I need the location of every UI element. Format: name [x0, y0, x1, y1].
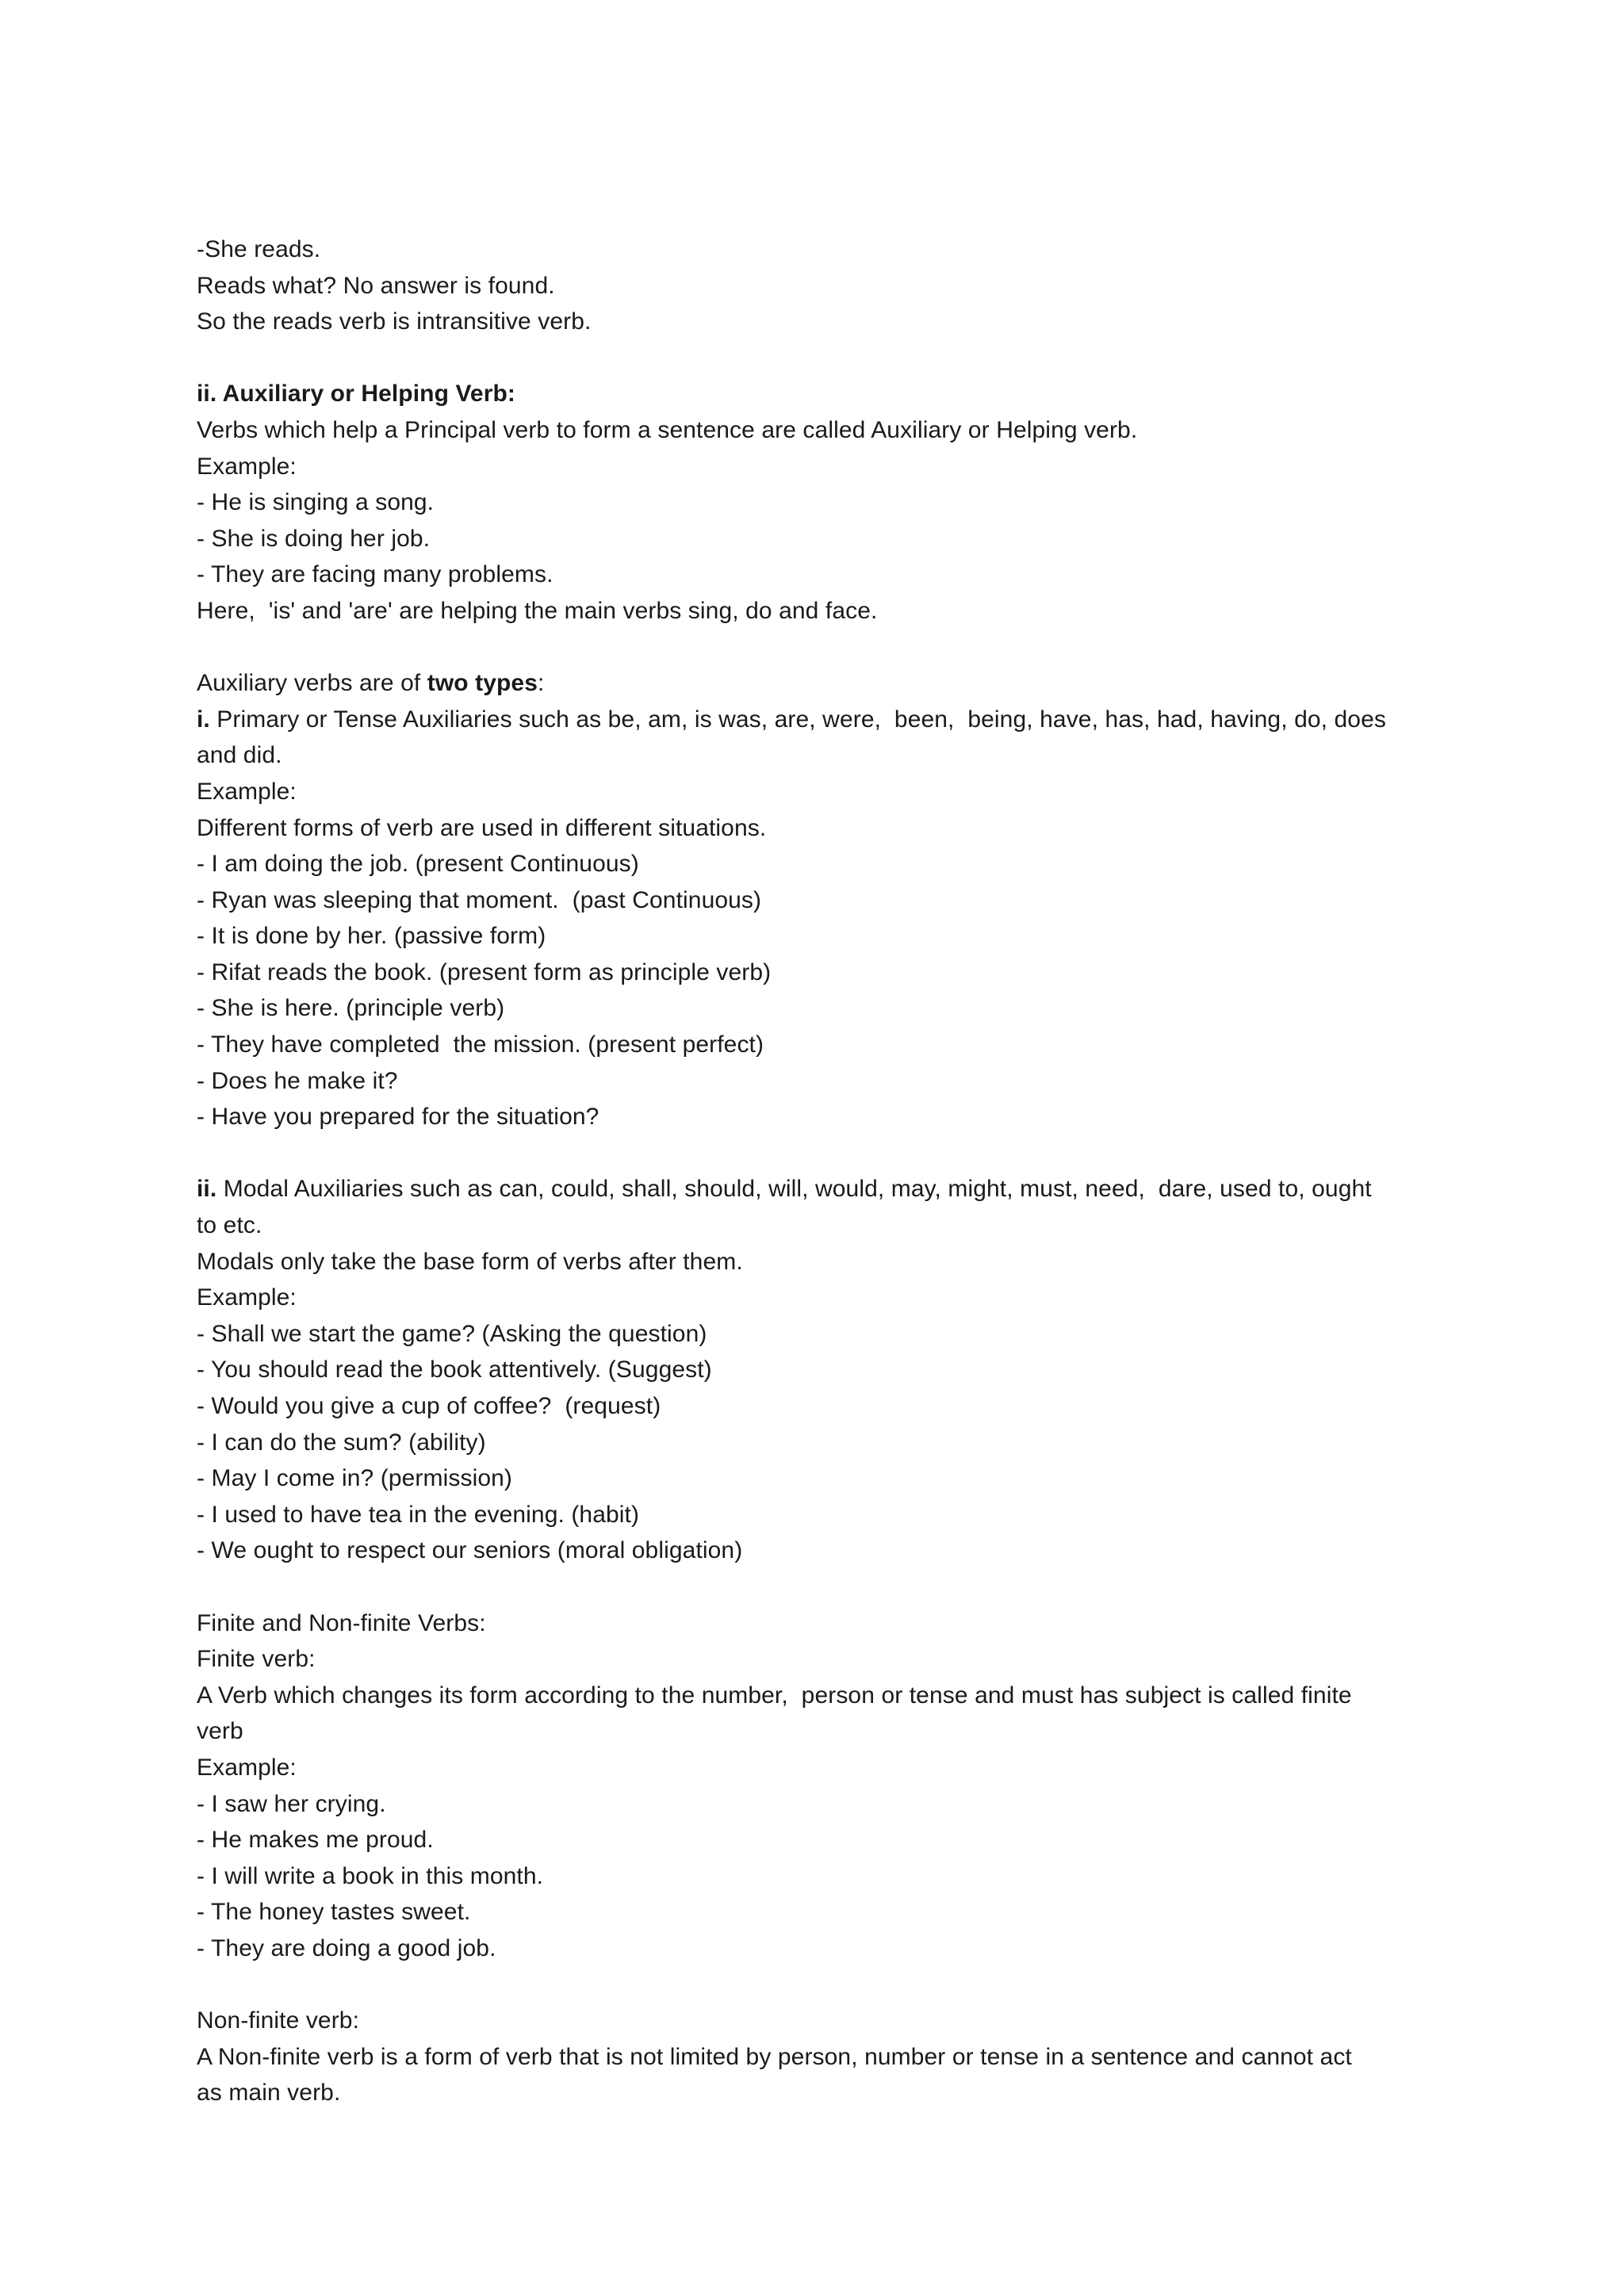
- list-item: - Would you give a cup of coffee? (request): [197, 1393, 661, 1419]
- list-item: - They are doing a good job.: [197, 1934, 496, 1961]
- modal-auxiliaries-cont: to etc.: [197, 1212, 262, 1239]
- modal-auxiliaries: ii. Modal Auxiliaries such as can, could, shall, should, will, would, may, might, must, need, dare, used to, ought: [197, 1176, 1372, 1203]
- spacer: [197, 1967, 1434, 2003]
- example-label: Example:: [197, 1754, 297, 1781]
- document-page: [197, 232, 1434, 2111]
- nonfinite-definition: A Non-finite verb is a form of verb that is not limited by person, number or tense in a sentence and cannot act: [197, 2043, 1352, 2070]
- finite-definition: A Verb which changes its form according to the number, person or tense and must has subject is called finite: [197, 1682, 1352, 1709]
- spacer: [197, 340, 1434, 377]
- intro-line-2: Reads what? No answer is found.: [197, 272, 555, 299]
- list-item: - Have you prepared for the situation?: [197, 1104, 599, 1131]
- nonfinite-definition-cont: as main verb.: [197, 2080, 341, 2107]
- list-item: - Shall we start the game? (Asking the question): [197, 1320, 707, 1347]
- finite-heading: Finite and Non-finite Verbs:: [197, 1609, 486, 1636]
- list-item: - They are facing many problems.: [197, 561, 553, 588]
- example-label: Example:: [197, 778, 297, 805]
- spacer: [197, 1135, 1434, 1172]
- list-item: - Ryan was sleeping that moment. (past Continuous): [197, 886, 762, 913]
- list-item: - She is here. (principle verb): [197, 995, 505, 1022]
- list-item: - I saw her crying.: [197, 1790, 386, 1817]
- list-item: - Does he make it?: [197, 1067, 398, 1094]
- primary-lead: Different forms of verb are used in different situations.: [197, 814, 767, 841]
- list-item: - He makes me proud.: [197, 1827, 434, 1854]
- primary-auxiliaries: i. Primary or Tense Auxiliaries such as be, am, is was, are, were, been, being, have, has, had, having, do, does: [197, 706, 1386, 733]
- nonfinite-subheading: Non-finite verb:: [197, 2007, 360, 2034]
- list-item: - They have completed the mission. (present perfect): [197, 1031, 764, 1058]
- list-item: - It is done by her. (passive form): [197, 923, 546, 950]
- primary-auxiliaries-cont: and did.: [197, 742, 282, 769]
- list-item: - I am doing the job. (present Continuous): [197, 851, 639, 878]
- spacer: [197, 1569, 1434, 1605]
- auxiliary-note: Here, 'is' and 'are' are helping the main verbs sing, do and face.: [197, 597, 878, 624]
- modal-rule: Modals only take the base form of verbs after them.: [197, 1248, 743, 1275]
- list-item: - He is singing a song.: [197, 489, 435, 516]
- list-item: - May I come in? (permission): [197, 1465, 512, 1492]
- finite-definition-cont: verb: [197, 1718, 243, 1745]
- intro-line-3: So the reads verb is intransitive verb.: [197, 308, 592, 335]
- example-label: Example:: [197, 453, 297, 480]
- list-item: - I can do the sum? (ability): [197, 1429, 486, 1456]
- types-intro: Auxiliary verbs are of two types:: [197, 670, 545, 697]
- list-item: - We ought to respect our seniors (moral obligation): [197, 1537, 743, 1564]
- list-item: - I used to have tea in the evening. (habit): [197, 1501, 640, 1528]
- auxiliary-definition: Verbs which help a Principal verb to form a sentence are called Auxiliary or Helping verb.: [197, 416, 1138, 443]
- list-item: - The honey tastes sweet.: [197, 1899, 471, 1926]
- auxiliary-heading: ii. Auxiliary or Helping Verb:: [197, 381, 515, 408]
- list-item: - I will write a book in this month.: [197, 1862, 544, 1889]
- finite-subheading: Finite verb:: [197, 1646, 316, 1673]
- list-item: - Rifat reads the book. (present form as principle verb): [197, 959, 772, 985]
- example-label: Example:: [197, 1284, 297, 1311]
- list-item: - She is doing her job.: [197, 525, 431, 552]
- intro-line-1: -She reads.: [197, 236, 321, 262]
- spacer: [197, 629, 1434, 666]
- list-item: - You should read the book attentively. (Suggest): [197, 1357, 712, 1383]
